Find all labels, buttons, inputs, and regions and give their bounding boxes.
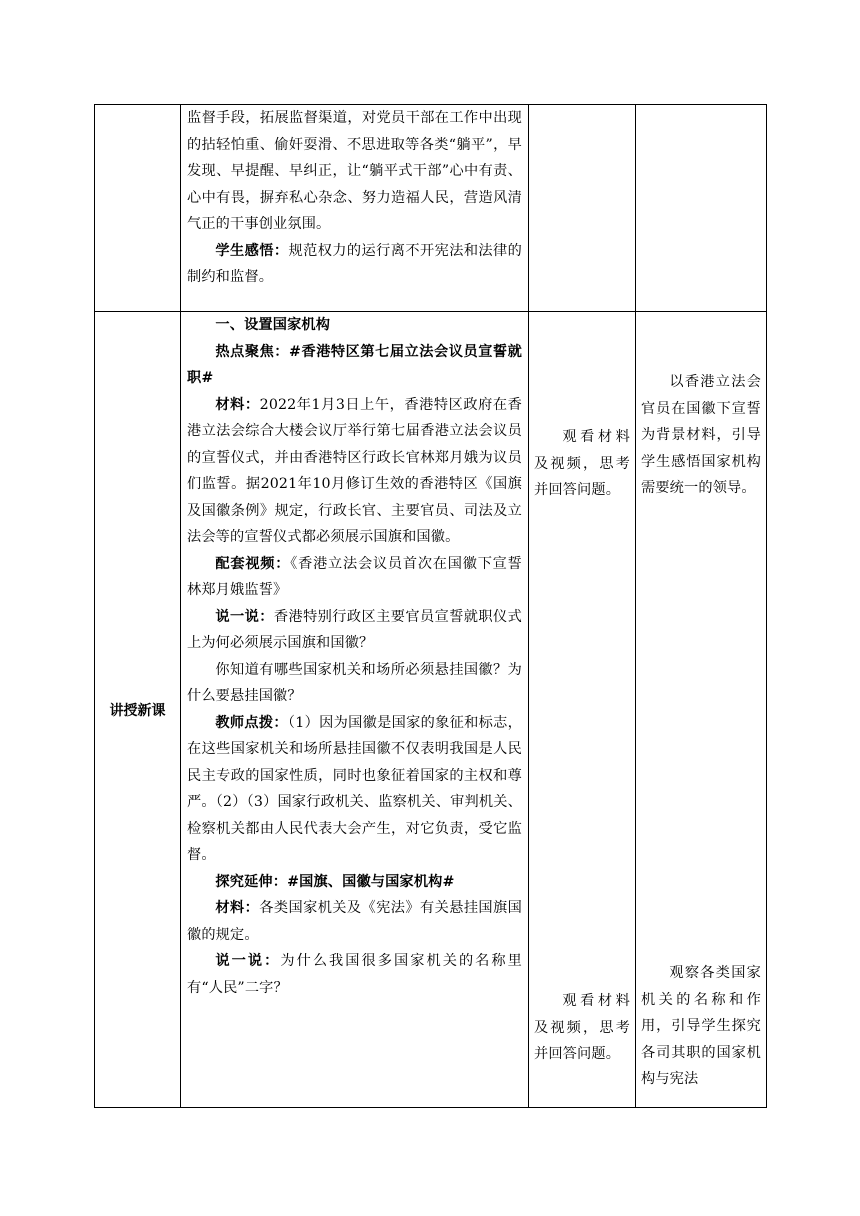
material-text: 2022年1月3日上午，香港特区政府在香港立法会综合大楼会议厅举行第七届香港立法会议员的宣誓仪式，并由香港特区行政长官林郑月娥为议员们监誓。据2021年10月修订生效的香港特区《国旗及国徽条例》规定，行政长官、主要官员、司法及立法会等的宣誓仪式都必须展示国旗和国徽。: [187, 396, 522, 545]
design-intent-cell-empty: [636, 105, 767, 312]
paragraph: [187, 551, 522, 604]
paragraph: [187, 604, 522, 657]
paragraph: [187, 392, 522, 551]
explore-heading: 探究延伸：#国旗、国徽与国家机构#: [215, 873, 455, 890]
student-activity-1: 观看材料及视频，思考并回答问题。: [534, 429, 630, 498]
design-intent-1: 以香港立法会官员在国徽下宣誓为背景材料，引导学生感悟国家机构需要统一的领导。: [641, 374, 761, 496]
video-label: 配套视频：: [215, 555, 291, 572]
student-activity-cell-empty: [529, 105, 636, 312]
paragraph: [187, 895, 522, 948]
lesson-plan-table: [94, 104, 767, 1108]
student-insight-text: 规范权力的运行离不开宪法和法律的制约和监督。: [187, 242, 522, 285]
table-row: [95, 312, 767, 1108]
student-insight-label: 学生感悟：: [215, 242, 289, 259]
design-intent-2: 观察各类国家机关的名称和作用，引导学生探究各司其职的国家机构与宪法: [641, 965, 761, 1087]
material-text: 各类国家机关及《宪法》有关悬挂国旗国徽的规定。: [187, 900, 522, 943]
hot-topic-heading: 热点聚焦：#香港特区第七届立法会议员宣誓就职#: [187, 343, 522, 386]
material-label: 材料：: [215, 900, 260, 916]
content-cell: [181, 312, 529, 1108]
say-label: 说一说：: [215, 608, 274, 625]
video-text: 《香港立法会议员首次在国徽下宣誓 林郑月娥监誓》: [187, 555, 522, 598]
question-paragraph: 你知道有哪些国家机关和场所必须悬挂国徽？为什么要悬挂国徽？: [187, 661, 522, 704]
material-label: 材料：: [215, 396, 260, 413]
paragraph: 监督手段，拓展监督渠道，对党员干部在工作中出现的拈轻怕重、偷奸耍滑、不思进取等各类“躺平”，早发现、早提醒、早纠正，让“躺平式干部”心中有责、心中有畏，摒弃私心杂念、努力造福人民，营造风清气正的干事创业氛围。: [187, 110, 522, 232]
student-activity-cell: [529, 312, 636, 1108]
content-cell: [181, 105, 529, 312]
say-text: 香港特别行政区主要官员宣誓就职仪式上为何必须展示国旗和国徽？: [187, 608, 522, 651]
teacher-text: （1）因为国徽是国家的象征和标志，在这些国家机关和场所悬挂国徽不仅表明我国是人民民主专政的国家性质，同时也象征着国家的主权和尊严。（2）（3）国家行政机关、监察机关、审判机关、检察机关都由人民代表大会产生，对它负责，受它监督。: [187, 714, 522, 863]
say-label: 说一说：: [215, 953, 281, 969]
section-label: 讲授新课: [95, 312, 181, 1108]
section-cell-empty: [95, 105, 181, 312]
say-text: 为什么我国很多国家机关的名称里有“人民”二字？: [187, 953, 522, 996]
paragraph: [187, 710, 522, 869]
table-row: [95, 105, 767, 312]
teacher-label: 教师点拨：: [215, 714, 288, 731]
paragraph: [187, 948, 522, 1001]
design-intent-cell: [636, 312, 767, 1108]
section-heading: 一、设置国家机构: [215, 317, 331, 333]
paragraph: [187, 238, 522, 291]
student-activity-2: 观看材料及视频，思考并回答问题。: [534, 993, 630, 1062]
